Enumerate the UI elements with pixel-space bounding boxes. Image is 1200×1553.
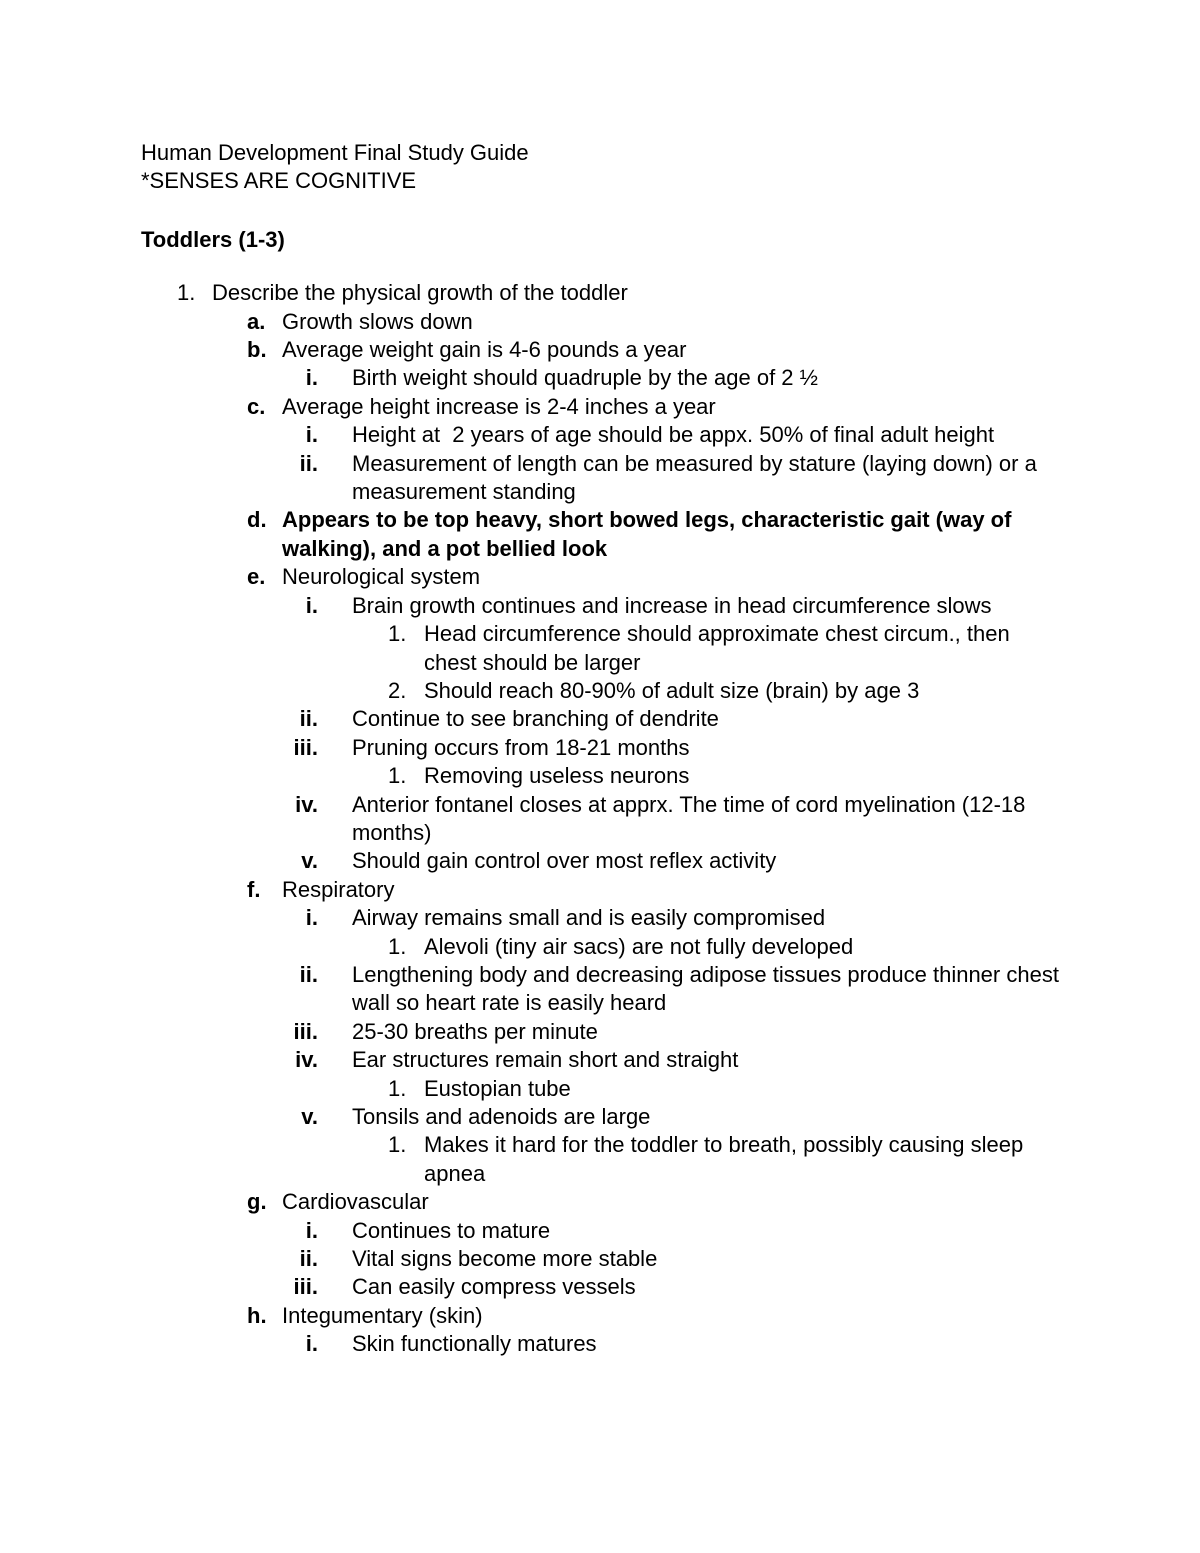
list-text: Measurement of length can be measured by stature (laying down) or a measurement standing [352, 450, 1043, 505]
list-text: Cardiovascular [282, 1189, 429, 1215]
list-text: Brain growth continues and increase in head circumference slows [352, 592, 992, 618]
outline-item [141, 1103, 1062, 1131]
list-text: Vital signs become more stable [352, 1246, 658, 1272]
list-text: Can easily compress vessels [352, 1274, 636, 1300]
list-text: Should reach 80-90% of adult size (brain) by age 3 [424, 677, 920, 703]
outline-item [141, 450, 1062, 507]
list-text: Continue to see branching of dendrite [352, 706, 719, 732]
list-marker: iv. [295, 1047, 318, 1073]
outline-item [141, 1273, 1062, 1301]
list-text: Anterior fontanel closes at apprx. The time of cord myelination (12-18 months) [352, 791, 1032, 845]
list-marker: e. [247, 564, 266, 590]
list-text: Continues to mature [352, 1217, 551, 1243]
list-text: Should gain control over most reflex activity [352, 848, 777, 874]
list-marker: 1. [388, 1132, 407, 1158]
list-text: Average weight gain is 4-6 pounds a year [282, 337, 687, 363]
outline-item [141, 1046, 1062, 1074]
outline-item [141, 592, 1062, 620]
list-marker: i. [305, 1331, 318, 1357]
outline-item [141, 336, 1062, 364]
list-text: Eustopian tube [424, 1075, 571, 1101]
list-text: Ear structures remain short and straight [352, 1047, 739, 1073]
outline-item [141, 1217, 1062, 1245]
document-content [141, 139, 1066, 1359]
outline-item [141, 904, 1062, 932]
outline-item [141, 421, 1062, 449]
outline-item [141, 563, 1062, 591]
document-title: Human Development Final Study Guide [141, 140, 529, 165]
list-text: Removing useless neurons [424, 763, 690, 789]
list-text: Tonsils and adenoids are large [352, 1104, 651, 1129]
outline-item [141, 734, 1062, 762]
outline-item [141, 1302, 1062, 1330]
list-marker: ii. [299, 706, 318, 732]
section-heading: Toddlers (1-3) [141, 226, 285, 252]
outline-item [141, 620, 1062, 677]
outline-item [141, 705, 1062, 733]
list-text: Respiratory [282, 876, 395, 902]
list-text: Describe the physical growth of the toddler [212, 280, 628, 306]
list-marker: d. [247, 507, 267, 533]
outline-item [141, 791, 1062, 848]
list-marker: h. [247, 1302, 267, 1328]
outline-item [141, 1330, 1062, 1358]
list-marker: c. [247, 393, 266, 419]
list-marker: g. [247, 1189, 267, 1215]
list-text: Integumentary (skin) [282, 1302, 483, 1328]
list-text: Growth slows down [282, 308, 473, 334]
list-marker: f. [247, 876, 261, 902]
list-text: Skin functionally matures [352, 1331, 597, 1357]
list-marker: 1. [388, 933, 407, 959]
list-text: 25-30 breaths per minute [352, 1018, 598, 1044]
list-text: Average height increase is 2-4 inches a year [282, 393, 716, 419]
list-text: Makes it hard for the toddler to breath, possibly causing sleep apnea [424, 1132, 1030, 1186]
outline-item [141, 1188, 1062, 1216]
list-text: Head circumference should approximate chest circum., then chest should be larger [424, 621, 1016, 675]
list-marker: i. [305, 365, 318, 391]
list-marker: iii. [293, 1274, 318, 1300]
document-subtitle: *SENSES ARE COGNITIVE [141, 168, 417, 194]
list-text: Lengthening body and decreasing adipose tissues produce thinner chest wall so heart rate is easily heard [352, 961, 1066, 1016]
outline-item [141, 847, 1062, 875]
list-marker: 1. [177, 280, 196, 306]
outline-item [141, 677, 1062, 705]
outline-item [141, 961, 1066, 1018]
list-marker: iii. [293, 734, 318, 760]
outline-item [141, 876, 1062, 904]
list-text: Height at 2 years of age should be appx. 50% of final adult height [352, 422, 995, 448]
list-marker: v. [301, 1104, 318, 1129]
list-marker: iv. [295, 791, 318, 817]
list-text: Appears to be top heavy, short bowed legs, characteristic gait (way of walking), and a pot bellied look [282, 507, 1018, 561]
list-marker: 2. [388, 677, 407, 703]
list-marker: 1. [388, 763, 407, 789]
outline-item [141, 279, 1062, 307]
outline-item [141, 933, 1062, 961]
list-marker: i. [305, 422, 318, 448]
list-text: Birth weight should quadruple by the age of 2 ½ [352, 365, 818, 391]
outline [141, 279, 1066, 1358]
list-text: Alevoli (tiny air sacs) are not fully developed [424, 933, 854, 959]
outline-item [141, 1075, 1062, 1103]
list-marker: i. [305, 592, 318, 618]
list-marker: ii. [299, 450, 318, 476]
list-marker: i. [305, 1217, 318, 1243]
outline-item [141, 308, 1062, 336]
list-text: Pruning occurs from 18-21 months [352, 734, 690, 760]
outline-item [141, 393, 1062, 421]
outline-item [141, 364, 1062, 392]
list-marker: b. [247, 337, 267, 363]
list-marker: a. [247, 308, 266, 334]
outline-item [141, 1131, 1062, 1188]
list-marker: ii. [299, 961, 318, 987]
list-marker: ii. [299, 1246, 318, 1272]
outline-item [141, 1245, 1062, 1273]
outline-item [141, 506, 1062, 563]
outline-item [141, 762, 1062, 790]
list-text: Neurological system [282, 564, 481, 590]
list-marker: 1. [388, 621, 407, 647]
list-marker: v. [301, 848, 318, 874]
list-text: Airway remains small and is easily compromised [352, 905, 826, 931]
list-marker: iii. [293, 1018, 318, 1044]
list-marker: 1. [388, 1075, 407, 1101]
list-marker: i. [305, 905, 318, 931]
outline-item [141, 1018, 1062, 1046]
